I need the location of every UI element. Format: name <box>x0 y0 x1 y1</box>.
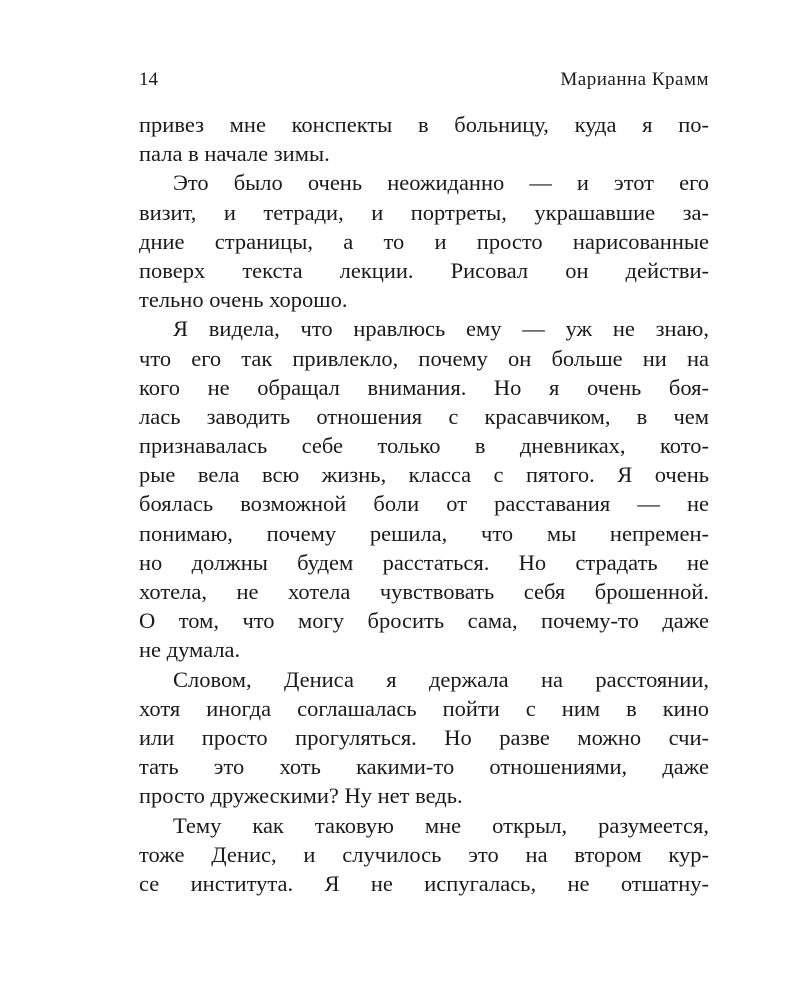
text-line: что его так привлекло, почему он больше ни на <box>139 345 709 371</box>
text-line: тать это хоть какими-то отношениями, даже <box>139 754 709 780</box>
text-line: хотя иногда соглашалась пойти с ним в кино <box>139 695 709 721</box>
text-line: Тему как таковую мне открыл, разумеется, <box>173 812 709 838</box>
text-line: визит, и тетради, и портреты, украшавшие за- <box>139 199 709 225</box>
book-page <box>139 66 709 898</box>
text-line: привез мне конспекты в больницу, куда я по- <box>139 112 709 137</box>
text-line: но должны будем расстаться. Но страдать не <box>139 549 709 575</box>
text-line: просто дружескими? Ну нет ведь. <box>139 783 463 809</box>
text-line: или просто прогуляться. Но разве можно счи- <box>139 724 709 750</box>
text-line: боялась возможной боли от расставания — не <box>139 491 709 517</box>
text-line: пала в начале зимы. <box>139 141 330 167</box>
text-line: Я видела, что нравлюсь ему — уж не знаю, <box>173 316 709 342</box>
text-line: понимаю, почему решила, что мы непремен- <box>139 520 709 546</box>
text-line: хотела, не хотела чувствовать себя брошенной. <box>139 579 709 604</box>
text-line: рые вела всю жизнь, класса с пятого. Я очень <box>139 462 709 488</box>
text-line: тоже Денис, и случилось это на втором кур- <box>139 841 709 867</box>
running-header <box>139 66 709 94</box>
text-line: не думала. <box>139 637 241 663</box>
author-name: Марианна Крамм <box>560 69 709 90</box>
text-line: лась заводить отношения с красавчиком, в чем <box>139 403 709 429</box>
text-line: Словом, Дениса я держала на расстоянии, <box>173 666 709 692</box>
text-line: признавалась себе только в дневниках, кото- <box>139 433 709 459</box>
text-line: тельно очень хорошо. <box>139 287 348 313</box>
text-line: дние страницы, а то и просто нарисованные <box>139 228 709 254</box>
text-line: поверх текста лекции. Рисовал он действи- <box>139 257 709 283</box>
text-line: Это было очень неожиданно — и этот его <box>173 170 709 196</box>
text-line: кого не обращал внимания. Но я очень боя- <box>139 374 709 400</box>
body-text <box>139 110 709 898</box>
text-line: О том, что могу бросить сама, почему-то даже <box>139 608 709 634</box>
page-number: 14 <box>139 69 158 90</box>
text-line: се института. Я не испугалась, не отшатну- <box>139 870 709 896</box>
